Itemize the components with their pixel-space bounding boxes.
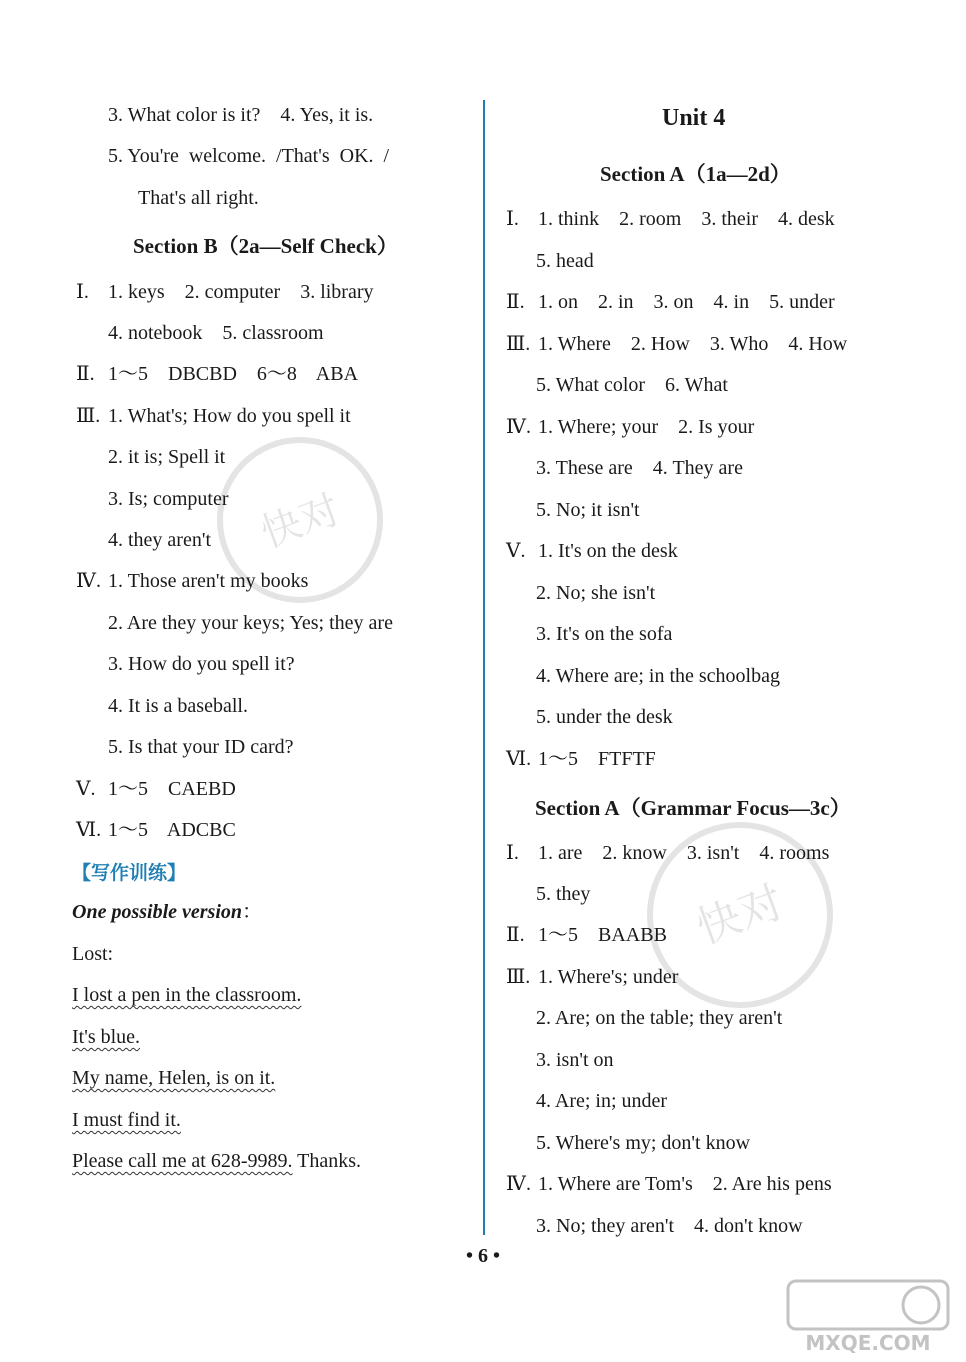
section-a1-heading: Section A（1a—2d） (600, 162, 791, 186)
answer-text: 1. Where; your 2. Is your (538, 416, 755, 438)
answer-line (536, 498, 640, 522)
answer-text: 5. they (536, 883, 591, 905)
answer-text: 1～5 FTFTF (538, 748, 656, 770)
writing-line-2 (72, 1025, 140, 1049)
answer-line (536, 622, 672, 646)
answer-text: 1. It's on the desk (538, 540, 678, 562)
answer-text: 1. Those aren't my books (108, 570, 309, 592)
answer-line (108, 103, 373, 127)
answer-text: 3. isn't on (536, 1049, 614, 1071)
watermark-text: 快对 (255, 486, 347, 558)
answer-line (76, 280, 374, 304)
column-divider (483, 100, 485, 1235)
logo-text: MXQE.COM (805, 1331, 931, 1355)
answer-line (506, 415, 754, 439)
answer-text: 1. keys 2. computer 3. library (108, 281, 374, 303)
writing-line-3 (72, 1066, 275, 1090)
answer-line (108, 611, 393, 635)
writing-line-1 (72, 983, 301, 1007)
answer-line (108, 735, 294, 759)
answer-line (536, 249, 594, 273)
answer-text: 1. Where are Tom's 2. Are his pens (538, 1173, 832, 1195)
writing-line-text: I lost a pen in the classroom. (72, 984, 302, 1006)
answer-line (506, 1172, 832, 1196)
roman-numeral: Ⅲ. (76, 405, 101, 427)
answer-line (506, 207, 835, 231)
answer-text: 3. No; they aren't 4. don't know (536, 1215, 803, 1237)
answer-text: 5. You're welcome. /That's OK. / (108, 145, 390, 167)
answer-text: 4. Where are; in the schoolbag (536, 665, 780, 687)
answer-text: 3. How do you spell it? (108, 653, 295, 675)
answer-text: 1. Where's; under (538, 966, 679, 988)
roman-numeral: Ⅰ. (76, 281, 89, 303)
roman-numeral: Ⅳ. (76, 570, 101, 592)
answer-text: 1～5 DBCBD 6～8 ABA (108, 363, 359, 385)
answer-text: 2. No; she isn't (536, 582, 656, 604)
answer-text: 5. No; it isn't (536, 499, 640, 521)
possible-version-colon: ： (242, 901, 262, 923)
answer-text: 2. Are they your keys; Yes; they are (108, 612, 393, 634)
possible-version-label (72, 900, 262, 924)
answer-line (138, 186, 259, 210)
answer-text: 3. What color is it? 4. Yes, it is. (108, 104, 374, 126)
writing-line-4 (72, 1108, 181, 1132)
roman-numeral: Ⅴ. (76, 778, 96, 800)
roman-numeral: Ⅵ. (506, 748, 532, 770)
answer-line (536, 373, 728, 397)
answer-line (536, 1089, 667, 1113)
answer-line (108, 487, 229, 511)
answer-line (536, 1006, 782, 1030)
answer-line (108, 321, 324, 345)
answer-text: 5. Where's my; don't know (536, 1132, 751, 1154)
watermark-text: 快对 (690, 876, 791, 955)
answer-text: 1. Where 2. How 3. Who 4. How (538, 333, 848, 355)
answer-text: 1～5 CAEBD (108, 778, 236, 800)
answer-line (108, 445, 225, 469)
answer-line (76, 569, 308, 593)
answer-line (506, 841, 829, 865)
answer-line (76, 404, 351, 428)
roman-numeral: Ⅱ. (506, 291, 525, 313)
answer-line (506, 290, 835, 314)
writing-line-text: My name, Helen, is on it. (72, 1067, 276, 1089)
writing-line-5 (72, 1149, 361, 1173)
answer-text: 1. on 2. in 3. on 4. in 5. under (538, 291, 835, 313)
roman-numeral: Ⅲ. (506, 333, 531, 355)
answer-line (108, 694, 248, 718)
answer-line (536, 1214, 803, 1238)
answer-text: 2. Are; on the table; they aren't (536, 1007, 783, 1029)
answer-line (536, 1131, 750, 1155)
roman-numeral: Ⅰ. (506, 842, 519, 864)
answer-line (76, 362, 358, 386)
answer-line (506, 747, 656, 771)
answer-text: 3. These are 4. They are (536, 457, 743, 479)
roman-numeral: Ⅳ. (506, 1173, 531, 1195)
writing-line-after: Thanks. (292, 1150, 362, 1172)
lost-label: Lost: (72, 943, 114, 965)
answer-line (536, 705, 673, 729)
answer-line (108, 528, 211, 552)
answer-line (506, 539, 678, 563)
answer-text: 1. What's; How do you spell it (108, 405, 351, 427)
section-b-heading: Section B（2a—Self Check） (133, 234, 398, 258)
answer-text: 5. head (536, 250, 594, 272)
answer-text: 4. It is a baseball. (108, 695, 248, 717)
roman-numeral: Ⅳ. (506, 416, 531, 438)
roman-numeral: Ⅱ. (76, 363, 95, 385)
site-logo (783, 1276, 958, 1356)
answer-line (536, 581, 655, 605)
answer-text: 1. think 2. room 3. their 4. desk (538, 208, 835, 230)
answer-text: 4. notebook 5. classroom (108, 322, 324, 344)
answer-text: 5. Is that your ID card? (108, 736, 294, 758)
writing-line-text: I must find it. (72, 1109, 181, 1131)
answer-text: 1～5 ADCBC (108, 819, 236, 841)
possible-version-text: One possible version (72, 901, 242, 923)
answer-line (506, 965, 678, 989)
writing-line-text: It's blue. (72, 1026, 141, 1048)
answer-line (108, 652, 295, 676)
roman-numeral: Ⅴ. (506, 540, 526, 562)
answer-text: 3. It's on the sofa (536, 623, 673, 645)
roman-numeral: Ⅵ. (76, 819, 102, 841)
answer-text: 2. it is; Spell it (108, 446, 226, 468)
answer-line (506, 923, 667, 947)
answer-line (506, 332, 847, 356)
answer-line (76, 777, 236, 801)
answer-line (76, 818, 236, 842)
answer-text: 5. What color 6. What (536, 374, 728, 396)
answer-text: 4. they aren't (108, 529, 212, 551)
answer-text: 3. Is; computer (108, 488, 229, 510)
page-number: • 6 • (465, 1245, 500, 1267)
answer-text: That's all right. (138, 187, 259, 209)
answer-text: 1～5 BAABB (538, 924, 667, 946)
writing-line-text: Please call me at 628-9989. (72, 1150, 293, 1172)
answer-line (108, 144, 389, 168)
roman-numeral: Ⅱ. (506, 924, 525, 946)
answer-line (536, 456, 743, 480)
answer-text: 1. are 2. know 3. isn't 4. rooms (538, 842, 830, 864)
roman-numeral: Ⅰ. (506, 208, 519, 230)
answer-line (536, 664, 780, 688)
unit-title: Unit 4 (662, 105, 726, 131)
answer-text: 5. under the desk (536, 706, 673, 728)
answer-line (536, 882, 590, 906)
roman-numeral: Ⅲ. (506, 966, 531, 988)
writing-practice-title: 【写作训练】 (72, 862, 187, 884)
answer-line (536, 1048, 614, 1072)
answer-text: 4. Are; in; under (536, 1090, 668, 1112)
section-a2-heading: Section A（Grammar Focus—3c） (535, 796, 851, 820)
